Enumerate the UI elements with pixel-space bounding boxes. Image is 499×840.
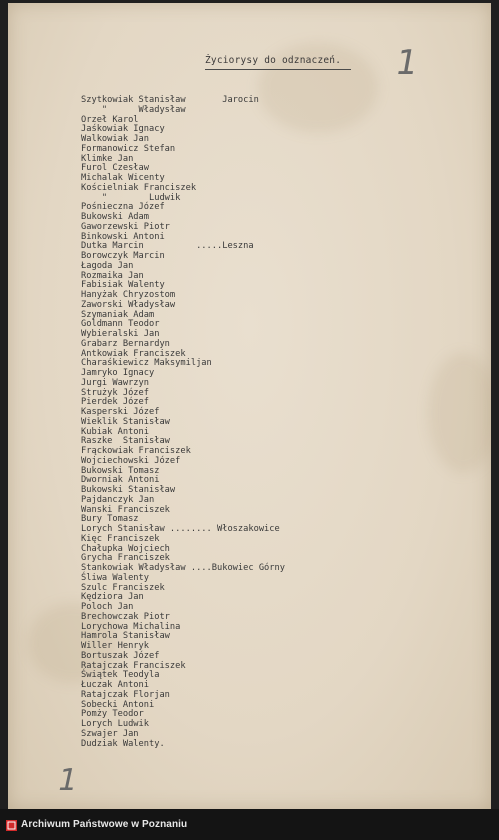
handwritten-folio-number: 1: [54, 763, 81, 798]
list-item: Frąckowiak Franciszek: [81, 446, 191, 456]
title-underline: [205, 69, 351, 70]
list-item: Kędziora Jan: [81, 592, 144, 603]
list-item: Szwajer Jan: [81, 728, 139, 739]
list-item: Śliwa Walenty: [81, 572, 149, 583]
list-item: Sobecki Antoni: [81, 699, 155, 710]
list-item: Michalak Wicenty: [81, 173, 165, 183]
list-item: Walkowiak Jan: [81, 134, 149, 144]
list-item: Ratajczak Franciszek: [81, 660, 186, 671]
list-item: Hamrola Stanisław: [81, 631, 170, 642]
list-item: Dutka Marcin .....Leszna: [81, 241, 254, 252]
paper-stain: [428, 353, 491, 473]
archive-footer-bar: [0, 809, 499, 840]
list-item: Brechowczak Piotr: [81, 611, 170, 622]
list-item: Kasperski Józef: [81, 407, 160, 417]
list-item: Bukowski Stanisław: [81, 485, 176, 495]
list-item: Antkowiak Franciszek: [81, 348, 186, 359]
list-item: Wojciechowski Józef: [81, 455, 181, 466]
document-title: Życiorysy do odznaczeń.: [205, 55, 342, 66]
list-item: Formanowicz Stefan: [81, 143, 176, 154]
list-item: Stankowiak Władysław ....Bukowiec Górny: [81, 563, 285, 573]
list-item: Lorych Stanisław ........ Włoszakowice: [81, 524, 280, 534]
list-item: Świątek Teodyla: [81, 670, 160, 681]
list-item: Bury Tomasz: [81, 514, 139, 525]
archive-name: Archiwum Państwowe w Poznaniu: [21, 819, 188, 830]
list-item: Dudziak Walenty.: [81, 738, 165, 749]
list-item: Bortuszak Józef: [81, 650, 160, 661]
handwritten-page-number: 1: [392, 43, 422, 83]
list-item: Chałupka Wojciech: [81, 543, 170, 554]
list-item: Lorych Ludwik: [81, 719, 149, 729]
list-item: Pośnieczna Józef: [81, 202, 165, 213]
list-item: Klimke Jan: [81, 153, 134, 164]
list-item: Zaworski Władysław: [81, 299, 176, 310]
list-item: " Władysław: [81, 104, 186, 115]
list-item: Fabisiak Walenty: [81, 280, 165, 291]
list-item: Jurgi Wawrzyn: [81, 377, 149, 388]
list-item: Pajdanczyk Jan: [81, 494, 155, 505]
list-item: Bukowski Tomasz: [81, 465, 160, 476]
list-item: Hanyżak Chryzostom: [81, 290, 176, 300]
list-item: Borowczyk Marcin: [81, 251, 165, 261]
list-item: Ratajczak Florjan: [81, 689, 170, 700]
list-item: Wybieralski Jan: [81, 329, 160, 339]
list-item: Furol Czesław: [81, 163, 149, 174]
list-item: Grabarz Bernardyn: [81, 338, 170, 349]
document-page: [8, 3, 491, 809]
list-item: " Ludwik: [81, 192, 181, 203]
list-item: Kubiak Antoni: [81, 426, 149, 437]
list-item: Bukowski Adam: [81, 212, 149, 222]
name-list: [81, 96, 285, 749]
list-item: Binkowski Antoni: [81, 231, 165, 242]
list-item: Lorychowa Michalina: [81, 621, 181, 632]
list-item: Willer Henryk: [81, 641, 149, 651]
list-item: Jamryko Ignacy: [81, 368, 155, 378]
list-item: Wanski Franciszek: [81, 504, 170, 515]
list-item: Pomży Teodor: [81, 709, 144, 720]
list-item: Łuczak Antoni: [81, 680, 149, 690]
list-item: Łagoda Jan: [81, 260, 134, 271]
list-item: Kięc Franciszek: [81, 533, 160, 544]
list-item: Szymaniak Adam: [81, 309, 155, 320]
list-item: Goldmann Teodor: [81, 319, 160, 330]
list-item: Raszke Stanisław: [81, 436, 170, 447]
list-item: Grycha Franciszek: [81, 553, 170, 564]
list-item: Wieklik Stanisław: [81, 416, 170, 427]
list-item: Kościelniak Franciszek: [81, 182, 197, 193]
list-item: Poloch Jan: [81, 602, 134, 612]
list-item: Jaśkowiak Ignacy: [81, 124, 165, 135]
list-item: Strużyk Józef: [81, 387, 149, 398]
list-item: Charaśkiewicz Maksymiljan: [81, 358, 212, 369]
list-item: Orzeł Karol: [81, 114, 139, 125]
archive-logo-icon: [6, 820, 17, 831]
list-item: Rozmaika Jan: [81, 270, 144, 281]
list-item: Szulc Franciszek: [81, 582, 165, 593]
list-item: Dworniak Antoni: [81, 475, 160, 486]
list-item: Szytkowiak Stanisław Jarocin: [81, 95, 259, 105]
list-item: Pierdek Józef: [81, 397, 149, 408]
list-item: Gaworzewski Piotr: [81, 221, 170, 232]
